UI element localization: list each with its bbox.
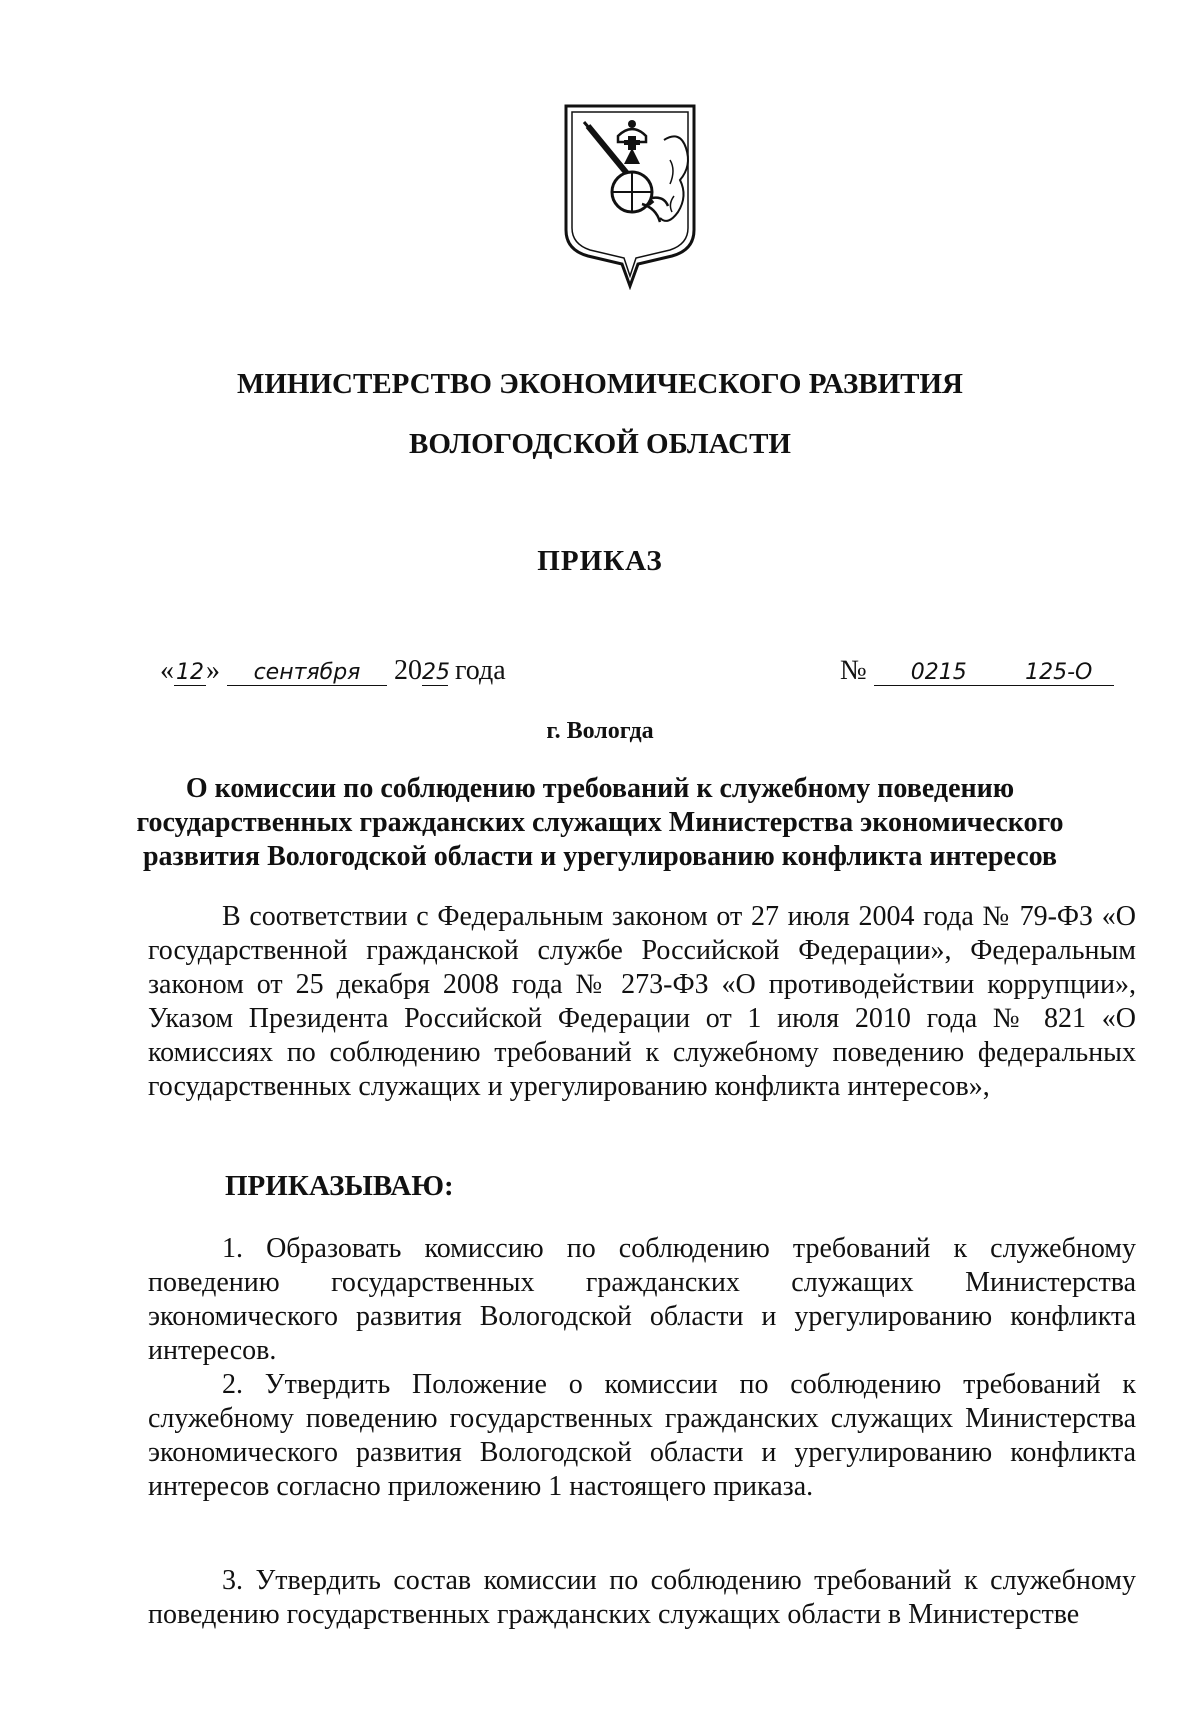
document-number xyxy=(840,655,1114,687)
document-type: ПРИКАЗ xyxy=(537,545,663,577)
city: г. Вологда xyxy=(546,718,654,744)
organization-name-line1: МИНИСТЕРСТВО ЭКОНОМИЧЕСКОГО РАЗВИТИЯ xyxy=(237,368,963,400)
date-month: сентября xyxy=(227,660,387,686)
preamble-paragraph: В соответствии с Федеральным законом от 27 июля 2004 года № 79-ФЗ «О государственной гражданской службе Российской Федерации», Федеральным законом от 25 декабря 2008 года № 273-ФЗ «О противодействии коррупции», Указом Президента Российской Федерации от 1 июля 2010 года № 821 «О комиссиях по соблюдению требований к служебному поведению федеральных государственных служащих и урегулированию конфликта интересов», xyxy=(148,901,1136,1102)
number-sign: № xyxy=(840,655,867,686)
year-suffix: 25 xyxy=(422,660,450,685)
date-close-quote: » xyxy=(206,655,220,686)
organization-name-line2: ВОЛОГОДСКОЙ ОБЛАСТИ xyxy=(409,428,791,460)
coat-of-arms-icon xyxy=(560,100,700,290)
order-word: ПРИКАЗЫВАЮ: xyxy=(225,1170,454,1202)
date-open-quote: « xyxy=(160,655,174,686)
year-prefix: 20 xyxy=(394,655,422,686)
order-item-1: 1. Образовать комиссию по соблюдению требований к служебному поведению государственных гражданских служащих Министерства экономического развития Вологодской области и урегулированию конфликта интересов. xyxy=(148,1233,1136,1366)
date-day: 12 xyxy=(176,660,204,685)
number-part-a: 0215 xyxy=(874,660,1004,686)
order-item-3: 3. Утвердить состав комиссии по соблюдению требований к служебному поведению государственных гражданских служащих области в Министерстве xyxy=(148,1565,1136,1630)
document-date xyxy=(160,655,506,687)
document-title: О комиссии по соблюдению требований к служебному поведению государственных гражданских служащих Министерства экономического развития Вологодской области и урегулированию конфликта интересов xyxy=(136,773,1064,872)
order-item-2: 2. Утвердить Положение о комиссии по соблюдению требований к служебному поведению государственных гражданских служащих Министерства экономического развития Вологодской области и урегулированию конфликта интересов согласно приложению 1 настоящего приказа. xyxy=(148,1369,1136,1502)
year-word: года xyxy=(455,655,506,686)
number-part-b: 125-О xyxy=(1004,660,1114,686)
